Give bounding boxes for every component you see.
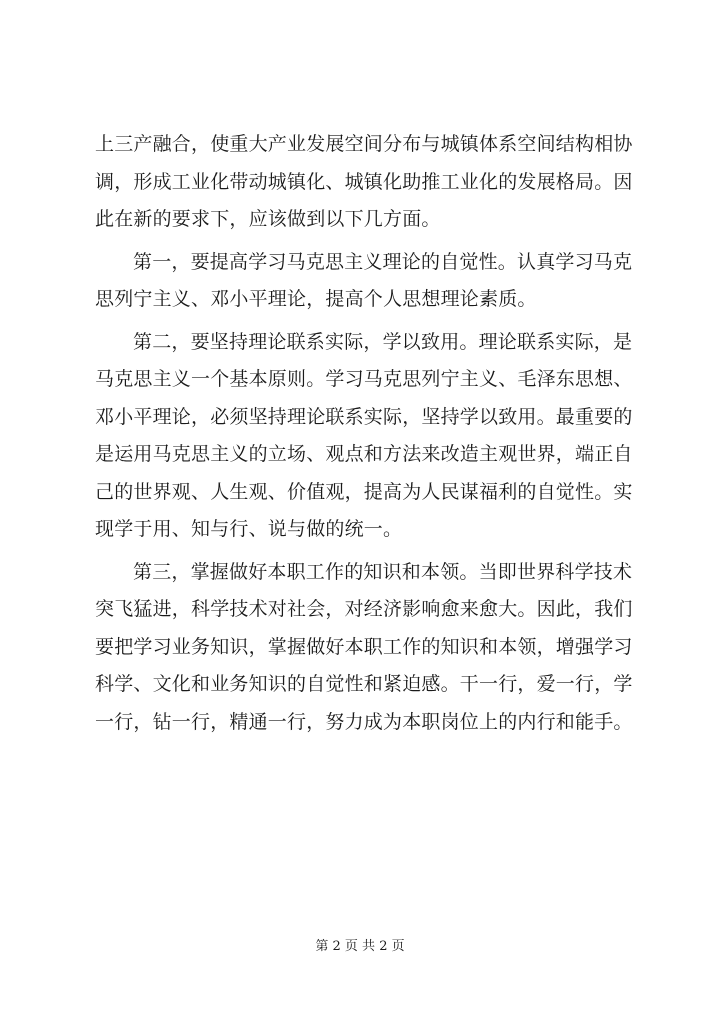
text-line: 要把学习业务知识，掌握做好本职工作的知识和本领，增强学习 [95,635,633,658]
text-line: 邓小平理论，必须坚持理论联系实际，坚持学以致用。最重要的 [95,405,633,428]
paragraph-second-point [95,324,640,549]
text-line: 此在新的要求下，应该做到以下几方面。 [95,208,441,230]
paragraph-first-point [95,244,640,319]
text-line: 科学、文化和业务知识的自觉性和紧迫感。干一行，爱一行，学 [95,673,633,695]
page-footer: 第 2 页 共 2 页 [315,939,405,954]
text-line: 是运用马克思主义的立场、观点和方法来改造主观世界，端正自 [95,443,633,465]
text-line: 现学于用、知与行、说与做的统一。 [95,518,403,540]
text-line: 思列宁主义、邓小平理论，提高个人思想理论素质。 [95,288,537,310]
text-line: 上三产融合，使重大产业发展空间分布与城镇体系空间结构相协 [95,133,633,155]
text-line: 马克思主义一个基本原则。学习马克思列宁主义、毛泽东思想、 [95,368,633,390]
document-body [95,126,640,741]
text-line: 一行，钻一行，精通一行，努力成为本职岗位上的内行和能手。 [95,710,633,733]
text-line: 第一，要提高学习马克思主义理论的自觉性。认真学习马克 [133,250,633,273]
paragraph-third-point [95,554,640,742]
text-line: 突飞猛进，科学技术对社会，对经济影响愈来愈大。因此，我们 [95,598,633,620]
text-line: 第二，要坚持理论联系实际，学以致用。理论联系实际，是 [133,330,633,353]
text-line: 调，形成工业化带动城镇化、城镇化助推工业化的发展格局。因 [95,170,633,193]
paragraph-intro [95,126,640,239]
text-line: 己的世界观、人生观、价值观，提高为人民谋福利的自觉性。实 [95,480,633,503]
text-line: 第三，掌握做好本职工作的知识和本领。当即世界科学技术 [133,560,633,583]
